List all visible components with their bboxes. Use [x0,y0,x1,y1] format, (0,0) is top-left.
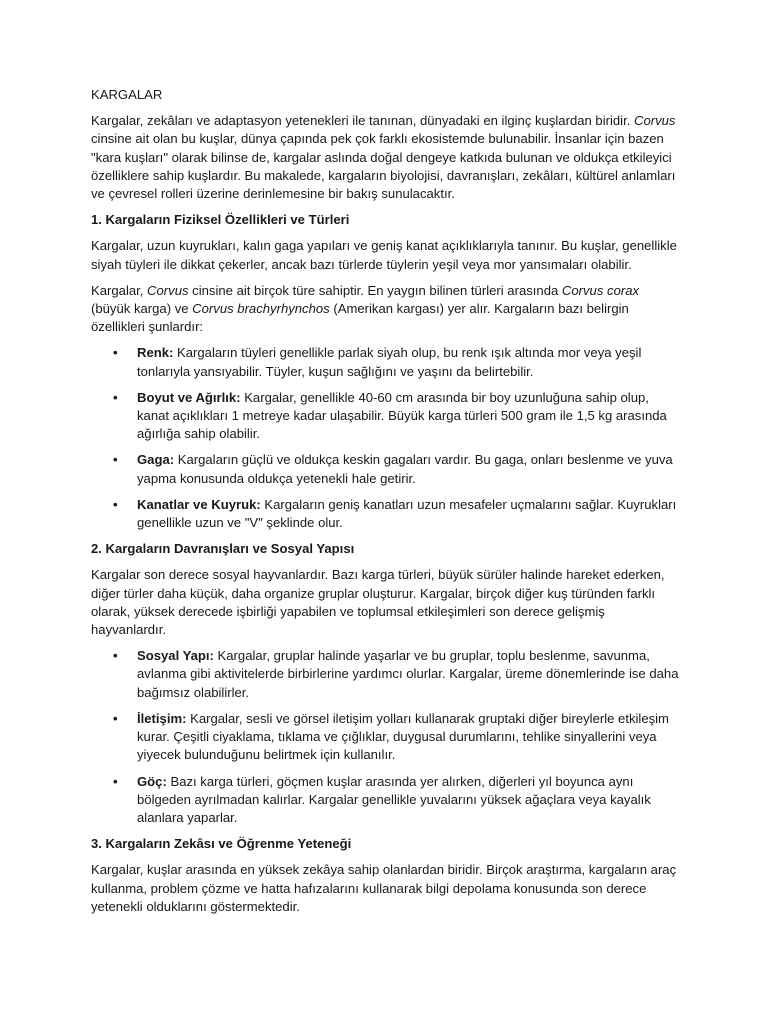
section-1-heading: 1. Kargaların Fiziksel Özellikleri ve Türleri [91,212,350,228]
s1-p2-text-2: cinsine ait birçok türe sahiptir. En yaygın bilinen türleri arasında [188,282,562,298]
list-item [91,496,681,532]
list-item-term: Göç: [137,773,167,789]
bullet-icon: • [113,710,118,726]
intro-italic-corvus: Corvus [634,113,676,129]
list-item-term: Gaga: [137,452,175,468]
section-3-paragraph-1: Kargalar, kuşlar arasında en yüksek zekâya sahip olanlardan biridir. Birçok araştırma, kargaların araç kullanma, problem çözme ve hatta hafızalarını kullanarak bilgi depolama konusunda son derece yetenekli olduklarını göstermektedir. [91,862,677,914]
bullet-icon: • [113,345,118,361]
list-item-text: Kargaların güçlü ve oldukça keskin gagaları vardır. Bu gaga, onları beslenme ve yuva yapma konusunda oldukça yetenekli hale getirir. [137,452,673,486]
list-item-term: Kanatlar ve Kuyruk: [137,496,261,512]
bullet-icon: • [113,389,118,405]
s1-p2-text-3: (büyük karga) ve [91,301,193,317]
list-item-text: Kargalar, gruplar halinde yaşarlar ve bu gruplar, toplu beslenme, savunma, avlanma gibi aktivitelerde birbirlerine yardımcı olurlar. Kargalar, üreme dönemlerinde ise daha bağımsız olabilirler. [137,648,679,700]
bullet-icon: • [113,496,118,512]
intro-text-1: Kargalar, zekâları ve adaptasyon yetenekleri ile tanınan, dünyadaki en ilginç kuşlardan biridir. [91,113,634,129]
list-item [91,389,681,444]
s1-p2-italic-3: Corvus brachyrhynchos [192,301,330,317]
bullet-icon: • [113,648,118,664]
bullet-icon: • [113,452,118,468]
section-1-paragraph-2 [91,282,681,337]
list-item-term: Renk: [137,345,174,361]
intro-text-2: cinsine ait olan bu kuşlar, dünya çapında pek çok farklı ekosistemde bulunabilir. İnsanlar için bazen "kara kuşları" olarak bilinse de, kargalar aslında doğal dengeye katkıda bulunan ve oldukça etkileyici özelliklere sahip kuşlardır. Bu makalede, kargaların biyolojisi, davranışları, zekâları, kültürel anlamları ve çevresel rolleri üzerine derinlemesine bir bakış sunulacaktır. [91,131,676,202]
list-item [91,451,681,487]
s1-p2-text-4: (Amerikan kargası) yer alır. Kargaların bazı belirgin özellikleri şunlardır: [91,301,629,335]
document-title: KARGALAR [91,87,163,102]
s1-p2-italic-1: Corvus [147,282,189,298]
list-item [91,344,681,380]
list-item-text: Bazı karga türleri, göçmen kuşlar arasında yer alırken, diğerleri yıl boyunca aynı bölgeden ayrılmadan kalırlar. Kargalar genellikle yuvalarını yüksek ağaçlara veya kayalık alanlara yaparlar. [137,773,651,825]
document-page [91,86,681,924]
list-item-term: Sosyal Yapı: [137,648,214,664]
list-item [91,773,681,828]
section-2-heading: 2. Kargaların Davranışları ve Sosyal Yapısı [91,541,355,557]
list-item-term: İletişim: [137,710,187,726]
section-1-paragraph-1: Kargalar, uzun kuyrukları, kalın gaga yapıları ve geniş kanat açıklıklarıyla tanınır. Bu kuşlar, genellikle siyah tüyleri ile dikkat çekerler, ancak bazı türlerde tüylerin yeşil veya mor yansımaları olabilir. [91,238,677,272]
s1-p2-text-1: Kargalar, [91,282,148,298]
list-item-text: Kargaların tüyleri genellikle parlak siyah olup, bu renk ışık altında mor veya yeşil tonlarıyla yansıyabilir. Tüyler, kuşun sağlığını ve yaşını da belirtebilir. [137,345,642,379]
section-2-list [91,647,681,827]
section-1-list [91,344,681,532]
list-item [91,647,681,702]
section-2-paragraph-1: Kargalar son derece sosyal hayvanlardır. Bazı karga türleri, büyük sürüler halinde hareket ederken, diğer türler daha küçük, daha organize gruplar oluşturur. Kargalar, birçok diğer kuş türünden farklı olarak, yüksek derecede işbirliği yapabilen ve toplumsal etkileşimleri son derece gelişmiş hayvanlardır. [91,567,665,638]
list-item [91,710,681,765]
list-item-text: Kargaların geniş kanatları uzun mesafeler uçmalarını sağlar. Kuyrukları genellikle uzun ve "V" şeklinde olur. [137,496,677,531]
intro-paragraph [91,112,681,203]
list-item-term: Boyut ve Ağırlık: [137,389,241,405]
section-3-heading: 3. Kargaların Zekâsı ve Öğrenme Yeteneği [91,836,352,852]
bullet-icon: • [113,773,118,789]
list-item-text: Kargalar, genellikle 40-60 cm arasında bir boy uzunluğuna sahip olup, kanat açıklıkları 1 metreye kadar ulaşabilir. Büyük karga türleri 500 gram ile 1,5 kg arasında ağırlığa sahip olabilir. [137,389,667,442]
list-item-text: Kargalar, sesli ve görsel iletişim yolları kullanarak gruptaki diğer bireylerle etkileşim kurar. Çeşitli ciyaklama, tıklama ve çığlıklar, duygusal durumlarını, tehlike sinyallerini veya yiyecek bulunduğunu belirtmek için kullanılır. [137,710,669,763]
s1-p2-italic-2: Corvus corax [561,282,640,298]
